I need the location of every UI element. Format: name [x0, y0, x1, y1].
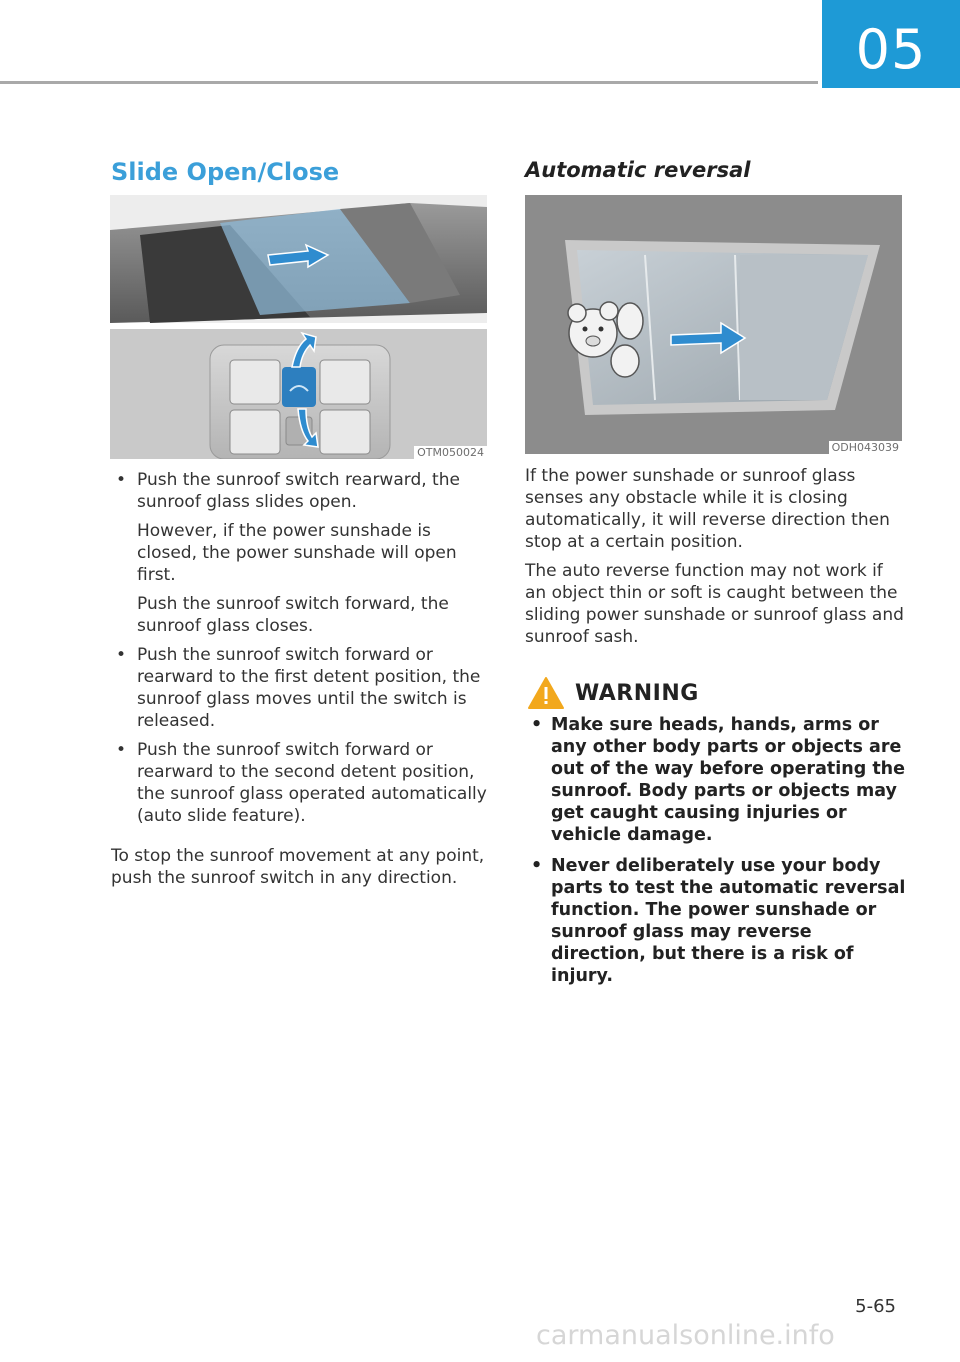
instruction-list: [111, 469, 487, 827]
list-item: [111, 739, 487, 827]
body-paragraph: The auto reverse function may not work if an object thin or soft is caught between the sliding power sunshade or sunroof glass and sunroof sash.: [525, 561, 904, 647]
closing-paragraph: To stop the sunroof movement at any point, push the sunroof switch in any direction.: [111, 846, 485, 888]
figure-code: ODH043039: [829, 441, 902, 454]
bullet-paragraph: • Push the sunroof switch forward or rearward to the second detent position, the sunroof glass operated automatically (auto slide feature).: [137, 740, 487, 826]
subsection-title: Automatic reversal: [525, 158, 751, 182]
body-paragraph: If the power sunshade or sunroof glass senses any obstacle while it is closing automatically, it will reverse direction then stop at a certain position.: [525, 466, 890, 552]
warning-body: [526, 714, 906, 996]
figure-slide-open-close: [110, 195, 487, 459]
list-item: • Make sure heads, hands, arms or any other body parts or objects are out of the way before operating the sunroof. Body parts or objects may get caught causing injuries or vehicle damage.: [526, 714, 906, 846]
list-item: [111, 469, 487, 637]
figure-automatic-reversal: [525, 195, 902, 454]
bullet-paragraph: • Push the sunroof switch forward or rearward to the first detent position, the sunroof glass moves until the switch is released.: [137, 645, 481, 731]
watermark: carmanualsonline.info: [536, 1320, 835, 1351]
header-rule: [0, 81, 818, 84]
warning-label: WARNING: [575, 680, 699, 706]
warning-header: [527, 676, 699, 710]
bullet-paragraph: Push the sunroof switch forward, the sunroof glass closes.: [137, 594, 449, 636]
right-body: [525, 465, 905, 655]
reversal-illustration: [525, 195, 902, 454]
section-title: Slide Open/Close: [111, 158, 340, 186]
sunroof-illustration: [110, 195, 487, 459]
chapter-tab: 05: [822, 0, 960, 88]
list-item: [111, 644, 487, 732]
figure-code: OTM050024: [414, 446, 487, 459]
bullet-paragraph: • Push the sunroof switch rearward, the sunroof glass slides open.: [137, 470, 460, 512]
page-number: 5-65: [855, 1296, 896, 1317]
bullet-paragraph: However, if the power sunshade is closed, the power sunshade will open first.: [137, 521, 457, 585]
warning-triangle-icon: [527, 676, 565, 710]
left-body: [111, 469, 487, 896]
list-item: • Never deliberately use your body parts to test the automatic reversal function. The power sunshade or sunroof glass may reverse direction, but there is a risk of injury.: [526, 855, 906, 987]
warning-list: [526, 714, 906, 987]
